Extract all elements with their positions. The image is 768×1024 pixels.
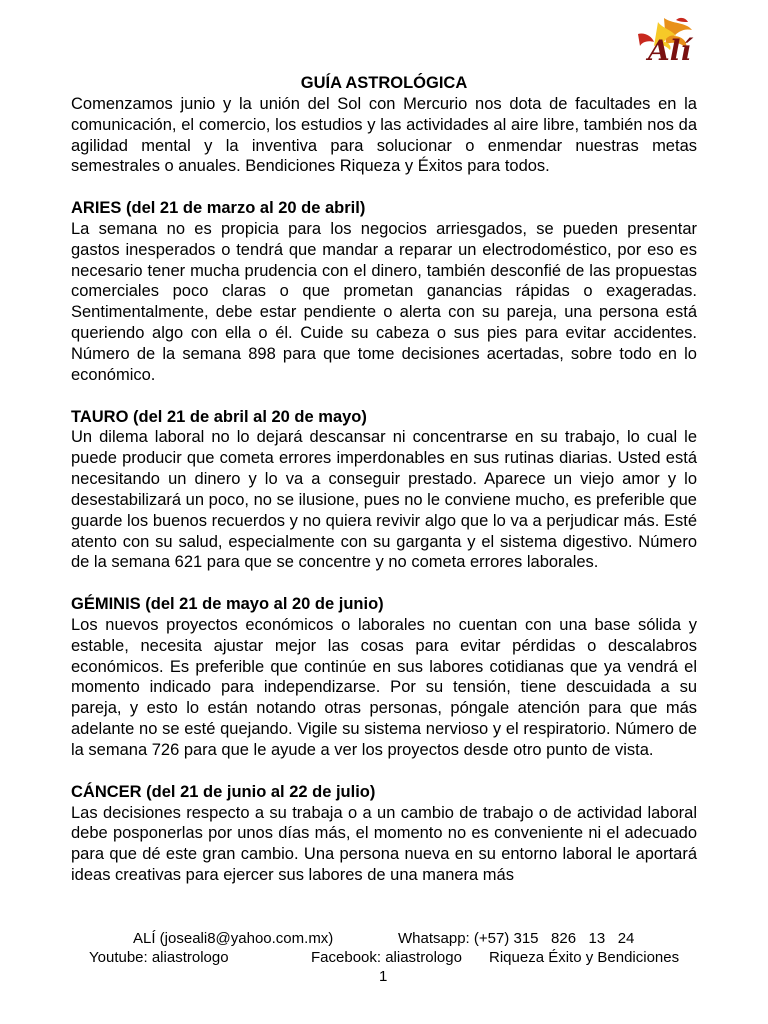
footer-motto: Riqueza Éxito y Bendiciones	[489, 949, 680, 966]
ali-logo	[628, 14, 700, 68]
section-heading-tauro: TAURO (del 21 de abril al 20 de mayo)	[71, 407, 367, 426]
footer-whatsapp: Whatsapp: (+57) 315 826 13 24	[398, 930, 635, 947]
section-heading-cancer: CÁNCER (del 21 de junio al 22 de julio)	[71, 782, 376, 801]
logo-text: Alí	[648, 34, 691, 67]
section-heading-aries: ARIES (del 21 de marzo al 20 de abril)	[71, 199, 366, 218]
footer-facebook: Facebook: aliastrologo	[311, 949, 462, 966]
section-body-geminis: Los nuevos proyectos económicos o laborales no cuentan con una base sólida y estable, necesita ajustar mejor las cosas para evitar pérdidas o descalabros económicos. Es preferible que continúe en sus labores cotidianas que ya vendrá el momento indicado para independizarse. Por su tensión, tiene descuidada a su pareja, y esto lo están notando otras personas, póngale atención para que más adelante no se esté quejando. Vigile su sistema nervioso y el respiratorio. Número de la semana 726 para que le ayude a ver los proyectos desde otro punto de vista.	[71, 615, 697, 759]
footer-email: ALÍ (joseali8@yahoo.com.mx)	[133, 930, 334, 947]
page-number: 1	[379, 968, 388, 985]
section-body-tauro: Un dilema laboral no lo dejará descansar ni concentrarse en su trabajo, lo cual le puede producir que cometa errores imperdonables en sus rutinas diarias. Usted está necesitando un dinero y lo va a conseguir prestado. Aparece un viejo amor y lo desestabilizará un poco, no se ilusione, pues no le conviene mucho, es preferible que guarde los buenos recuerdos y no quiera revivir algo que lo va a perjudicar más. Esté atento con su salud, especialmente con su garganta y el sistema digestivo. Número de la semana 621 para que se concentre y no cometa errores laborales.	[71, 428, 697, 572]
section-body-cancer: Las decisiones respecto a su trabaja o a un cambio de trabajo o de actividad laboral debe posponerlas por unos días más, el momento no es conveniente ni el adecuado para que dé este gran cambio. Una persona nueva en su entorno laboral le aportará ideas creativas para ejercer sus labores de una manera más	[71, 803, 697, 885]
section-body-aries: La semana no es propicia para los negocios arriesgados, se pueden presentar gastos inesperados o tendrá que mandar a reparar un electrodoméstico, por eso es necesario tener mucha prudencia con el dinero, también desconfié de las propuestas comerciales poco claras o que prometan ganancias rápidas o exageradas. Sentimentalmente, debe estar pendiente o alerta con su pareja, una persona está queriendo algo con ella o él. Cuide su cabeza o sus pies para evitar accidentes. Número de la semana 898 para que tome decisiones acertadas, sobre todo en lo económico.	[71, 219, 697, 384]
page-title: GUÍA ASTROLÓGICA	[300, 74, 468, 92]
footer-youtube: Youtube: aliastrologo	[89, 949, 229, 966]
document-body	[71, 73, 697, 886]
intro-paragraph: Comenzamos junio y la unión del Sol con Mercurio nos dota de facultades en la comunicación, el comercio, los estudios y las actividades al aire libre, también nos da agilidad mental y la inventiva para solucionar o enmendar nuestras metas semestrales o anuales. Bendiciones Riqueza y Éxitos para todos.	[71, 94, 697, 176]
section-heading-geminis: GÉMINIS (del 21 de mayo al 20 de junio)	[71, 595, 384, 614]
